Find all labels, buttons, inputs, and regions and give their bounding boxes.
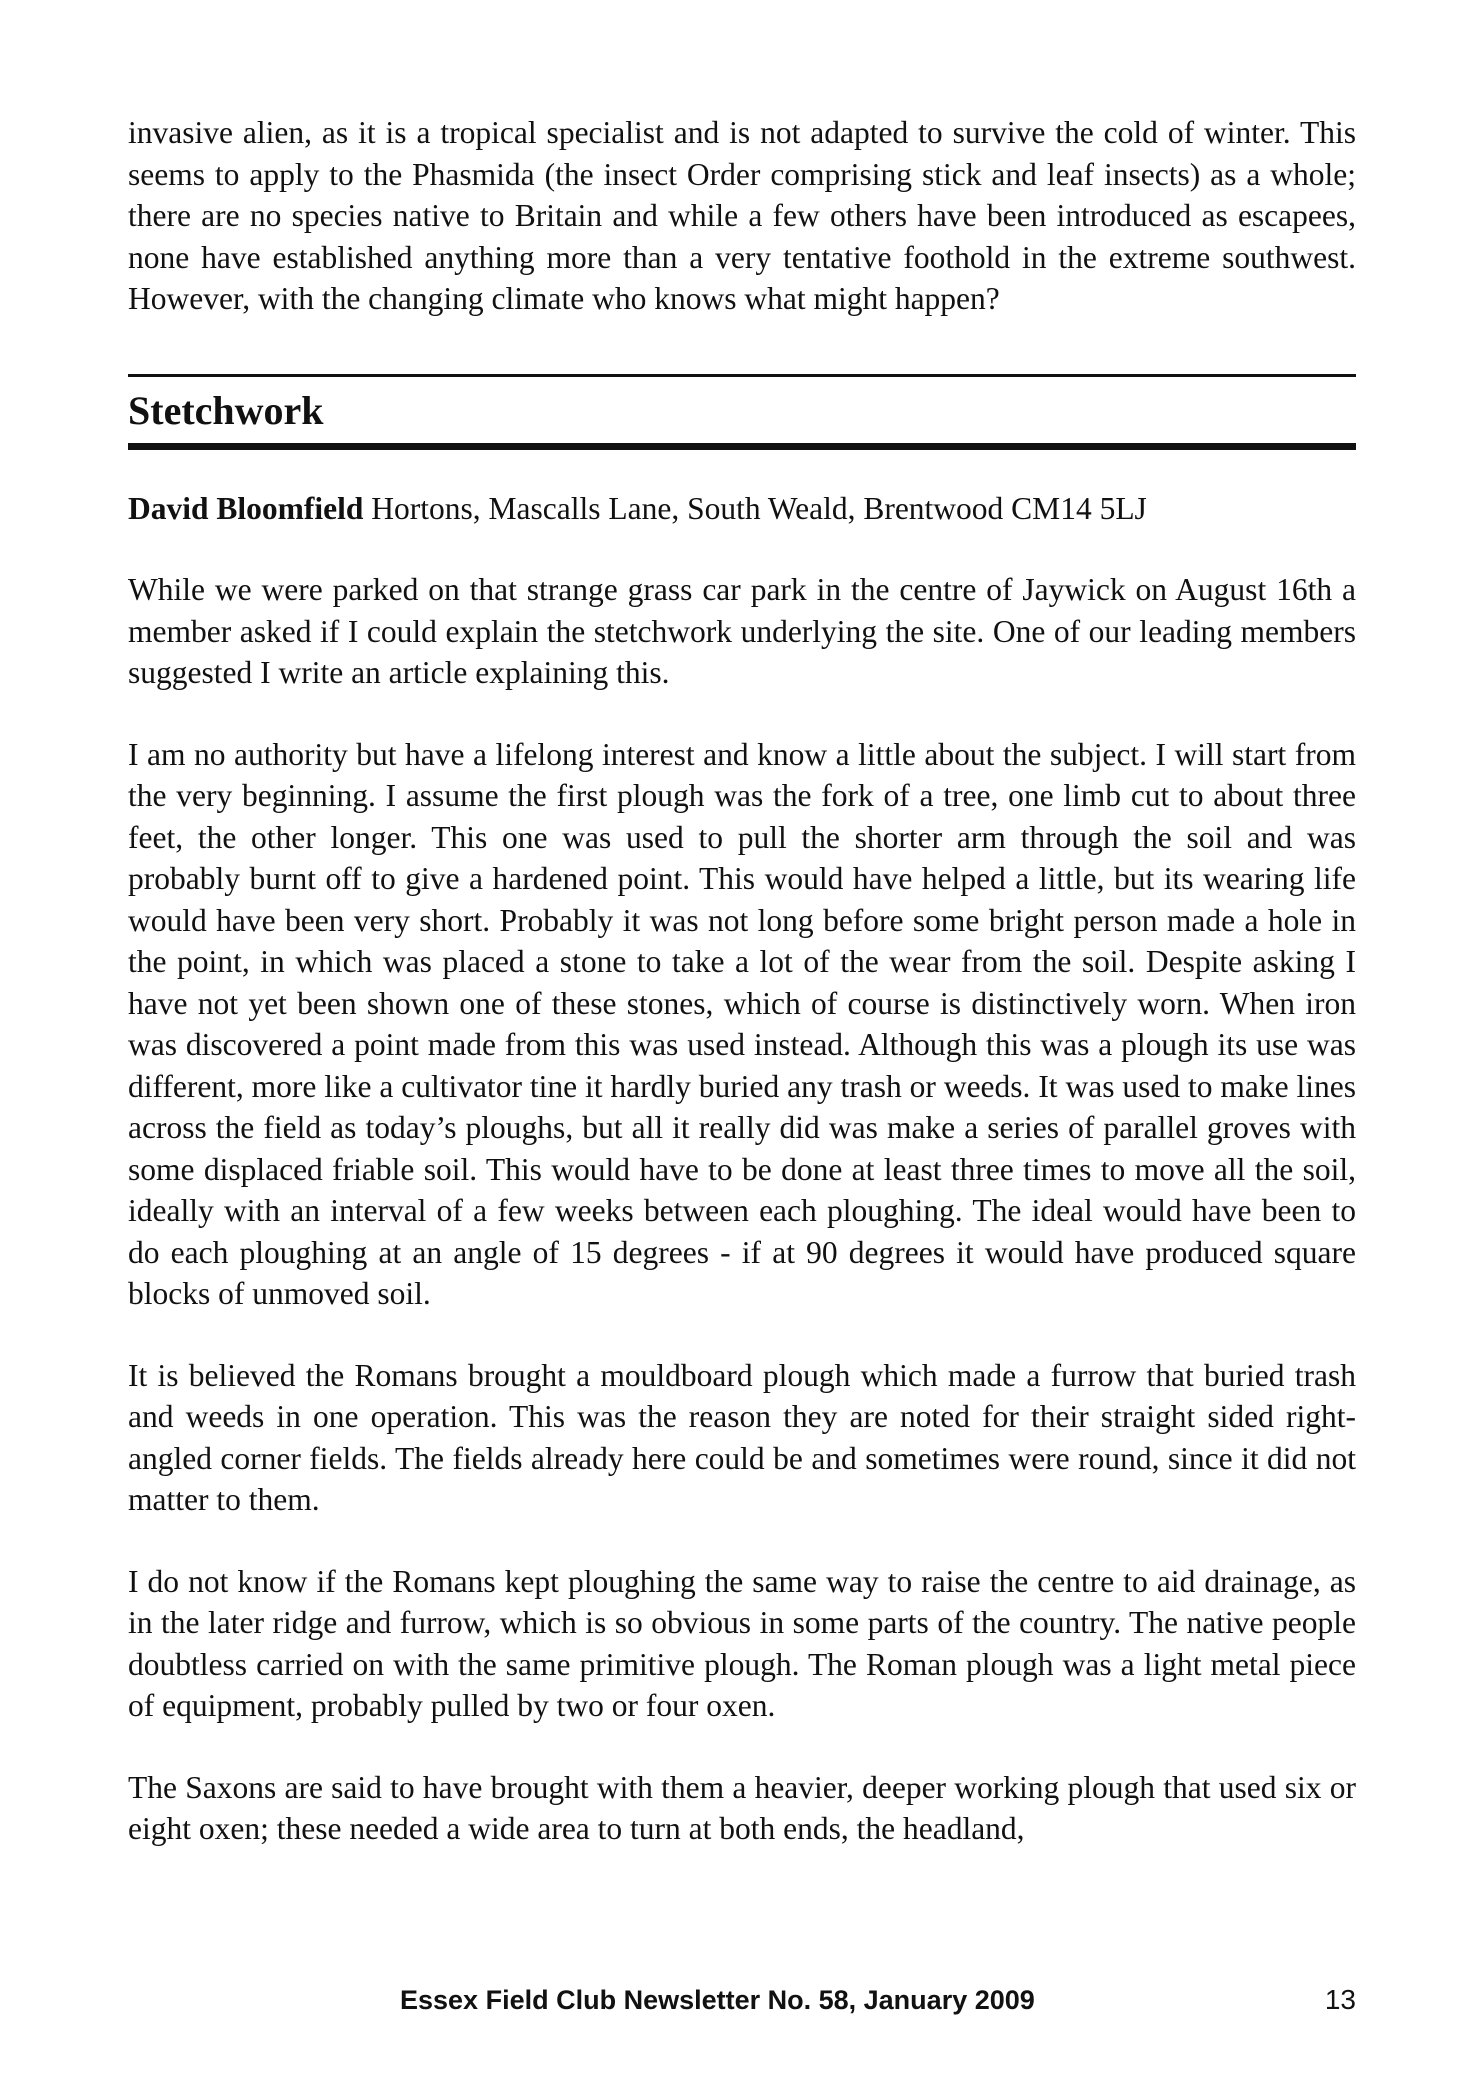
page-footer — [0, 1983, 1480, 2023]
byline — [128, 488, 1356, 530]
page-body — [128, 112, 1356, 1890]
body-paragraph-1: While we were parked on that strange grass car park in the centre of Jaywick on August 16th a member asked if I could explain the stetchwork underlying the site. One of our leading members suggested I write an article explaining this. — [128, 572, 1356, 690]
author-name: David Bloomfield — [128, 490, 364, 526]
intro-paragraph: invasive alien, as it is a tropical specialist and is not adapted to survive the cold of winter. This seems to apply to the Phasmida (the insect Order comprising stick and leaf insects) as a whole; there are no species native to Britain and while a few others have been introduced as escapees, none have established anything more than a very tentative foothold in the extreme southwest. However, with the changing climate who knows what might happen? — [128, 115, 1356, 316]
page-number: 13 — [1324, 1984, 1356, 2015]
body-paragraph-4: I do not know if the Romans kept ploughing the same way to raise the centre to aid drainage, as in the later ridge and furrow, which is so obvious in some parts of the country. The native people doubtless carried on with the same primitive plough. The Roman plough was a light metal piece of equipment, probably pulled by two or four oxen. — [128, 1563, 1356, 1723]
section-bottom-rule — [128, 443, 1356, 450]
body-paragraph-5: The Saxons are said to have brought with them a heavier, deeper working plough that used six or eight oxen; these needed a wide area to turn at both ends, the headland, — [128, 1769, 1356, 1846]
author-address: Hortons, Mascalls Lane, South Weald, Brentwood CM14 5LJ — [371, 490, 1147, 526]
footer-publication: Essex Field Club Newsletter No. 58, January 2009 — [400, 1985, 1035, 2015]
body-paragraph-2: I am no authority but have a lifelong interest and know a little about the subject. I will start from the very beginning. I assume the first plough was the fork of a tree, one limb cut to about three feet, the other longer. This one was used to pull the shorter arm through the soil and was probably burnt off to give a hardened point. This would have helped a little, but its wearing life would have been very short. Probably it was not long before some bright person made a hole in the point, in which was placed a stone to take a lot of the wear from the soil. Despite asking I have not yet been shown one of these stones, which of course is distinctively worn. When iron was discovered a point made from this was used instead. Although this was a plough its use was different, more like a cultivator tine it hardly buried any trash or weeds. It was used to make lines across the field as today’s ploughs, but all it really did was make a series of parallel groves with some displaced friable soil. This would have to be done at least three times to move all the soil, ideally with an interval of a few weeks between each ploughing. The ideal would have been to do each ploughing at an angle of 15 degrees - if at 90 degrees it would have produced square blocks of unmoved soil. — [128, 736, 1356, 1311]
section-title: Stetchwork — [128, 387, 324, 433]
body-paragraph-3: It is believed the Romans brought a mouldboard plough which made a furrow that buried trash and weeds in one operation. This was the reason they are noted for their straight sided right-angled corner fields. The fields already here could be and sometimes were round, since it did not matter to them. — [128, 1357, 1356, 1517]
